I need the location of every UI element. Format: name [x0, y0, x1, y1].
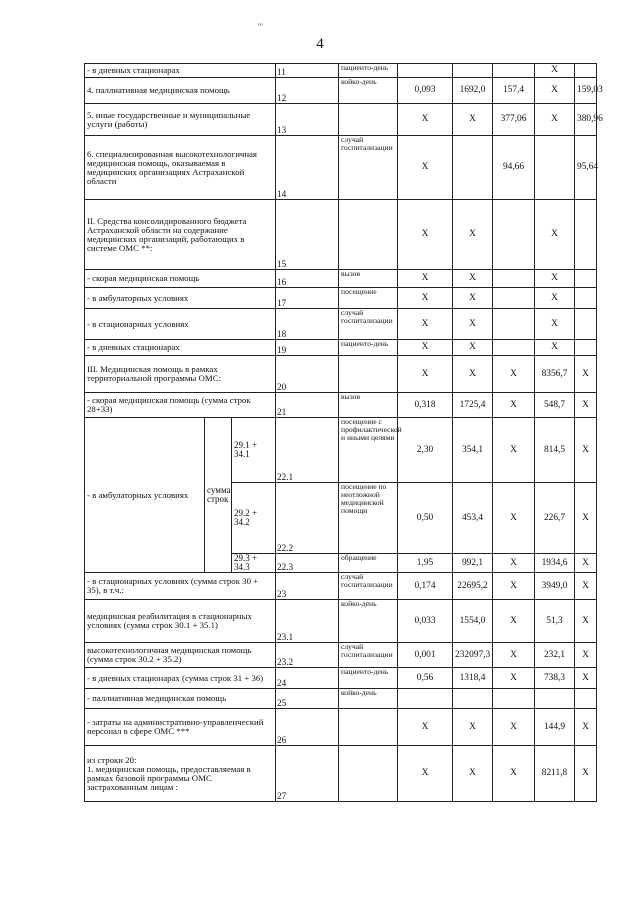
value-cell: X	[453, 200, 493, 270]
value-cell: X	[493, 483, 535, 554]
value-cell: 1,95	[398, 554, 453, 573]
unit-cell: пациенто-день	[339, 668, 398, 689]
scan-mark: '''	[258, 22, 263, 32]
row-label: медицинская реабилитация в стационарных условиях (сумма строк 30.1 + 35.1)	[85, 600, 276, 643]
value-cell: X	[535, 78, 575, 104]
table-row	[85, 643, 597, 668]
unit-cell	[339, 709, 398, 746]
row-label: - скорая медицинская помощь	[85, 270, 276, 288]
value-cell: X	[575, 418, 597, 483]
value-cell: 0,174	[398, 573, 453, 600]
value-cell: 2,30	[398, 418, 453, 483]
value-cell: 3949,0	[535, 573, 575, 600]
value-cell: X	[398, 356, 453, 393]
row-label: - в амбулаторных условиях	[85, 288, 276, 309]
table-row	[85, 309, 597, 340]
table-row	[85, 746, 597, 802]
value-cell: X	[575, 668, 597, 689]
table-row	[85, 573, 597, 600]
page-number: 4	[316, 36, 324, 52]
value-cell: X	[575, 483, 597, 554]
value-cell	[493, 200, 535, 270]
value-cell	[575, 288, 597, 309]
row-number: 14	[276, 136, 339, 200]
value-cell: X	[398, 340, 453, 356]
row-number: 25	[276, 689, 339, 709]
value-cell: X	[535, 200, 575, 270]
table-row	[85, 689, 597, 709]
value-cell: 0,001	[398, 643, 453, 668]
sum-label: сумма строк	[205, 418, 232, 573]
row-number: 12	[276, 78, 339, 104]
row-label: высокотехнологичная медицинская помощь (сумма строк 30.2 + 35.2)	[85, 643, 276, 668]
sum-rows: 29.2 + 34.2	[232, 483, 276, 554]
table-row	[85, 288, 597, 309]
row-label: - скорая медицинская помощь (сумма строк 28+33)	[85, 393, 276, 418]
unit-cell: пациенто-день	[339, 340, 398, 356]
value-cell: X	[493, 643, 535, 668]
value-cell	[493, 64, 535, 78]
row-number: 19	[276, 340, 339, 356]
value-cell	[493, 689, 535, 709]
value-cell: X	[453, 288, 493, 309]
row-number: 24	[276, 668, 339, 689]
value-cell: 1554,0	[453, 600, 493, 643]
value-cell: 1692,0	[453, 78, 493, 104]
unit-cell: посещение по неотложной медицинской помощи	[339, 483, 398, 554]
value-cell: 738,3	[535, 668, 575, 689]
row-number: 21	[276, 393, 339, 418]
row-number: 22.1	[276, 418, 339, 483]
row-label: 6. специализированная высокотехнологичная медицинская помощь, оказываемая в медицинских организациях Астраханской области	[85, 136, 276, 200]
table-row	[85, 136, 597, 200]
row-label: 5. иные государственные и муниципальные услуги (работы)	[85, 104, 276, 136]
table-row	[85, 668, 597, 689]
value-cell: 159,03	[575, 78, 597, 104]
value-cell	[575, 340, 597, 356]
table-row	[85, 418, 597, 483]
value-cell: X	[575, 643, 597, 668]
unit-cell	[339, 104, 398, 136]
value-cell: 1318,4	[453, 668, 493, 689]
unit-cell: вызов	[339, 393, 398, 418]
value-cell: X	[493, 709, 535, 746]
value-cell: 0,318	[398, 393, 453, 418]
row-number: 22.3	[276, 554, 339, 573]
data-table	[84, 63, 603, 802]
unit-cell	[339, 200, 398, 270]
value-cell: 95,64	[575, 136, 597, 200]
value-cell: X	[453, 270, 493, 288]
value-cell: 377,06	[493, 104, 535, 136]
table-row	[85, 340, 597, 356]
value-cell: X	[398, 709, 453, 746]
value-cell: 8211,8	[535, 746, 575, 802]
table-row	[85, 709, 597, 746]
row-label: - паллиативная медицинская помощь	[85, 689, 276, 709]
row-label: III. Медицинская помощь в рамках территориальной программы ОМС:	[85, 356, 276, 393]
value-cell: X	[575, 554, 597, 573]
value-cell: 22695,2	[453, 573, 493, 600]
row-label: - в стационарных условиях	[85, 309, 276, 340]
row-number: 23.1	[276, 600, 339, 643]
value-cell: X	[453, 104, 493, 136]
unit-cell: пациенто-день	[339, 64, 398, 78]
value-cell: 1725,4	[453, 393, 493, 418]
value-cell: X	[398, 136, 453, 200]
unit-cell	[339, 356, 398, 393]
value-cell: X	[493, 418, 535, 483]
value-cell: X	[493, 573, 535, 600]
unit-cell: койко-день	[339, 689, 398, 709]
row-number: 15	[276, 200, 339, 270]
value-cell: 226,7	[535, 483, 575, 554]
value-cell: X	[575, 709, 597, 746]
row-number: 26	[276, 709, 339, 746]
row-label: - в стационарных условиях (сумма строк 30 + 35), в т.ч.:	[85, 573, 276, 600]
row-number: 23.2	[276, 643, 339, 668]
value-cell: 0,50	[398, 483, 453, 554]
value-cell: 51,3	[535, 600, 575, 643]
value-cell	[493, 340, 535, 356]
unit-cell: случай госпитализации	[339, 136, 398, 200]
value-cell: 548,7	[535, 393, 575, 418]
unit-cell: койко-день	[339, 600, 398, 643]
value-cell: X	[398, 270, 453, 288]
value-cell	[493, 288, 535, 309]
value-cell: X	[493, 554, 535, 573]
value-cell	[575, 689, 597, 709]
row-number: 13	[276, 104, 339, 136]
value-cell: 0,033	[398, 600, 453, 643]
value-cell	[493, 270, 535, 288]
value-cell	[575, 64, 597, 78]
table-row	[85, 270, 597, 288]
value-cell: X	[453, 746, 493, 802]
row-number: 16	[276, 270, 339, 288]
value-cell: X	[493, 668, 535, 689]
value-cell: X	[535, 340, 575, 356]
value-cell	[453, 64, 493, 78]
value-cell: X	[453, 340, 493, 356]
row-label: - затраты на административно-управленческий персонал в сфере ОМС ***	[85, 709, 276, 746]
row-number: 27	[276, 746, 339, 802]
value-cell	[398, 64, 453, 78]
value-cell: 0,56	[398, 668, 453, 689]
value-cell: X	[575, 356, 597, 393]
value-cell	[575, 270, 597, 288]
value-cell: X	[398, 200, 453, 270]
row-number: 18	[276, 309, 339, 340]
value-cell	[493, 309, 535, 340]
value-cell: 0,093	[398, 78, 453, 104]
value-cell: X	[535, 309, 575, 340]
row-number: 20	[276, 356, 339, 393]
value-cell: X	[453, 709, 493, 746]
value-cell	[535, 136, 575, 200]
unit-cell: посещение с профилактической и иными целями	[339, 418, 398, 483]
table-row	[85, 200, 597, 270]
value-cell: 232,1	[535, 643, 575, 668]
sum-rows: 29.3 + 34.3	[232, 554, 276, 573]
value-cell	[575, 309, 597, 340]
value-cell: X	[398, 746, 453, 802]
table-row	[85, 600, 597, 643]
row-number: 17	[276, 288, 339, 309]
value-cell	[575, 200, 597, 270]
value-cell: 380,96	[575, 104, 597, 136]
value-cell	[453, 136, 493, 200]
value-cell	[398, 689, 453, 709]
value-cell: X	[398, 104, 453, 136]
value-cell: X	[575, 746, 597, 802]
unit-cell: случай госпитализации	[339, 309, 398, 340]
unit-cell: койко-день	[339, 78, 398, 104]
row-label: 4. паллиативная медицинская помощь	[85, 78, 276, 104]
value-cell: X	[535, 288, 575, 309]
amb-group-label: - в амбулаторных условиях	[85, 418, 205, 573]
value-cell: 144,9	[535, 709, 575, 746]
row-label: - в дневных стационарах (сумма строк 31 + 36)	[85, 668, 276, 689]
value-cell: 157,4	[493, 78, 535, 104]
value-cell: 94,66	[493, 136, 535, 200]
sum-rows: 29.1 + 34.1	[232, 418, 276, 483]
value-cell: X	[453, 356, 493, 393]
unit-cell: случай госпитализации	[339, 573, 398, 600]
table-row	[85, 64, 597, 78]
row-number: 22.2	[276, 483, 339, 554]
value-cell: X	[493, 746, 535, 802]
value-cell: 992,1	[453, 554, 493, 573]
value-cell: X	[453, 309, 493, 340]
value-cell: 8356,7	[535, 356, 575, 393]
value-cell: X	[575, 600, 597, 643]
row-label: из строки 20: 1. медицинская помощь, предоставляемая в рамках базовой программы ОМС застрахованным лицам :	[85, 746, 276, 802]
unit-cell: случай госпитализации	[339, 643, 398, 668]
value-cell: X	[398, 288, 453, 309]
row-number: 11	[276, 64, 339, 78]
value-cell: 453,4	[453, 483, 493, 554]
value-cell	[453, 689, 493, 709]
value-cell: 1934,6	[535, 554, 575, 573]
value-cell: X	[493, 600, 535, 643]
unit-cell: обращение	[339, 554, 398, 573]
unit-cell: посещение	[339, 288, 398, 309]
value-cell: X	[493, 356, 535, 393]
table-row	[85, 356, 597, 393]
value-cell: 354,1	[453, 418, 493, 483]
value-cell: X	[575, 393, 597, 418]
table-row	[85, 393, 597, 418]
value-cell: 814,5	[535, 418, 575, 483]
table-row	[85, 104, 597, 136]
value-cell: 232097,3	[453, 643, 493, 668]
value-cell: X	[398, 309, 453, 340]
row-label: - в дневных стационарах	[85, 340, 276, 356]
row-label: II. Средства консолидированного бюджета Астраханской области на содержание медицинских организаций, работающих в системе ОМС **:	[85, 200, 276, 270]
value-cell: X	[535, 104, 575, 136]
unit-cell: вызов	[339, 270, 398, 288]
row-number: 23	[276, 573, 339, 600]
value-cell: X	[535, 270, 575, 288]
value-cell	[535, 689, 575, 709]
row-label: - в дневных стационарах	[85, 64, 276, 78]
value-cell: X	[535, 64, 575, 78]
unit-cell	[339, 746, 398, 802]
table-row	[85, 78, 597, 104]
value-cell: X	[575, 573, 597, 600]
value-cell: X	[493, 393, 535, 418]
